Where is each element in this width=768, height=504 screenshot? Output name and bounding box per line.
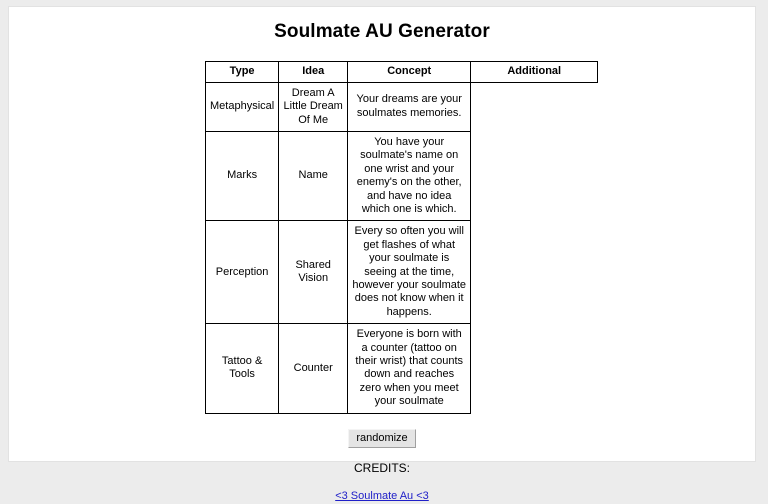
- cell-idea: Dream A Little Dream Of Me: [279, 82, 348, 131]
- column-header-idea: Idea: [279, 62, 348, 83]
- table-header: [206, 62, 598, 83]
- cell-type: Perception: [206, 221, 279, 324]
- cell-type: Tattoo & Tools: [206, 324, 279, 413]
- cell-concept: Every so often you will get flashes of what your soulmate is seeing at the time, however your soulmate does not know when it happens.: [348, 221, 471, 324]
- cell-additional: [471, 82, 598, 131]
- cell-idea: Counter: [279, 324, 348, 413]
- cell-concept: Your dreams are your soulmates memories.: [348, 82, 471, 131]
- cell-additional: [471, 324, 598, 413]
- generator-table-container: [9, 61, 755, 414]
- table-header-row: [206, 62, 598, 83]
- credits-link-container: [9, 486, 755, 504]
- randomize-button[interactable]: randomize: [348, 429, 415, 448]
- credits-label: CREDITS:: [353, 460, 410, 475]
- generator-table: [205, 61, 598, 414]
- table-row: [206, 324, 598, 413]
- cell-concept: You have your soulmate's name on one wrist and your enemy's on the other, and have no idea which one is which.: [348, 131, 471, 220]
- cell-additional: [471, 131, 598, 220]
- column-header-additional: Additional: [471, 62, 598, 83]
- cell-additional: [471, 221, 598, 324]
- cell-concept: Everyone is born with a counter (tattoo on their wrist) that counts down and reaches zero when you meet your soulmate: [348, 324, 471, 413]
- table-row: [206, 82, 598, 131]
- cell-idea: Shared Vision: [279, 221, 348, 324]
- page-canvas: [8, 6, 756, 502]
- cell-idea: Name: [279, 131, 348, 220]
- cell-type: Metaphysical: [206, 82, 279, 131]
- table-row: [206, 131, 598, 220]
- table-row: [206, 221, 598, 324]
- cell-type: Marks: [206, 131, 279, 220]
- column-header-type: Type: [206, 62, 279, 83]
- table-body: [206, 82, 598, 413]
- credits-link[interactable]: <3 Soulmate Au <3: [335, 489, 429, 502]
- controls-area: [9, 428, 755, 448]
- column-header-concept: Concept: [348, 62, 471, 83]
- page-title: Soulmate AU Generator: [274, 21, 490, 42]
